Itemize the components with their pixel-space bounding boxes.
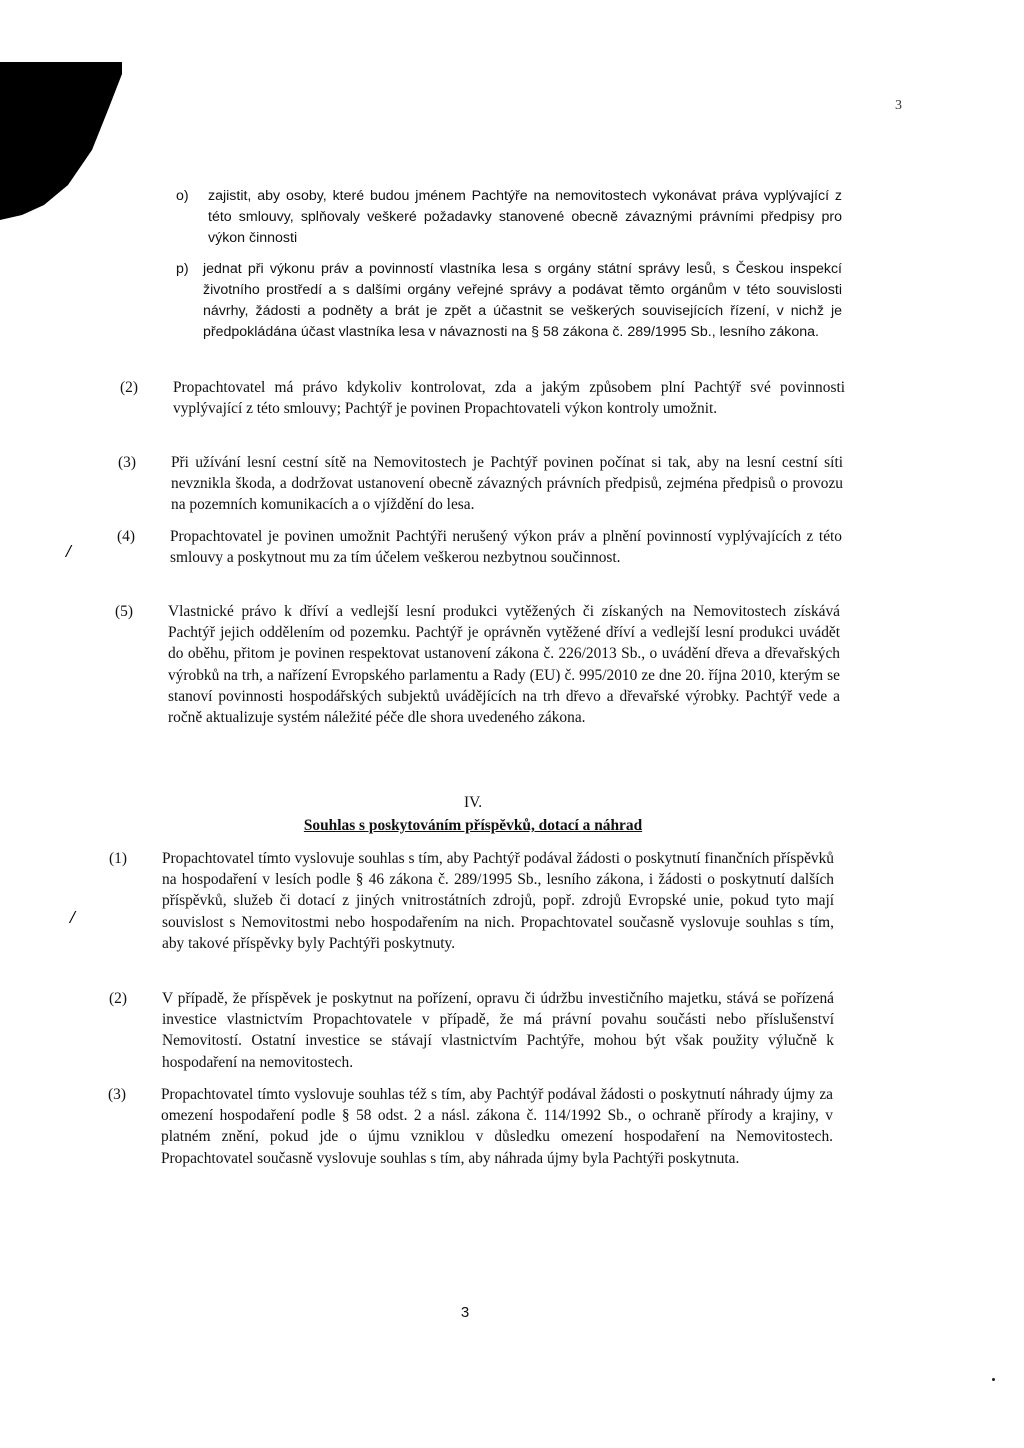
subpoint-text: zajistit, aby osoby, které budou jménem Pachtýře na nemovitostech vykonávat práva vyplývající z této smlouvy, splňovaly veškeré požadavky stanovené obecně závaznými právními předpisy pro výkon činnosti: [208, 188, 842, 246]
section-title: Souhlas s poskytováním příspěvků, dotací a náhrad: [303, 817, 643, 834]
paragraph-number: (2): [120, 379, 138, 396]
paragraph-text: Vlastnické právo k dříví a vedlejší lesní produkci vytěžených či získaných na Nemovitostech získává Pachtýř jejich oddělením od pozemku. Pachtýř je oprávněn vytěžené dříví a vedlejší lesní produkci uvádět do oběhu, přitom je povinen respektovat ustanovení zákona č. 226/2013 Sb., o uvádění dřeva a dřevařských výrobků na trh, a nařízení Evropského parlamentu a Rady (EU) č. 995/2010 ze dne 20. října 2010, kterým se stanoví povinnosti hospodářských subjektů uvádějících na trh dřevo a dřevařské výrobky. Pachtýř vede a ročně aktualizuje systém náležité péče dle shora uvedeného zákona.: [168, 603, 840, 727]
paragraph-number: (3): [118, 454, 136, 471]
margin-tick-mark: /: [70, 907, 76, 927]
section-iv-paragraph-3: [108, 1084, 833, 1169]
scan-edge-artifact: [0, 0, 130, 230]
paragraph-text: Propachtovatel má právo kdykoliv kontrolovat, zda a jakým způsobem plní Pachtýř své povinnosti vyplývající z této smlouvy; Pachtýř je povinen Propachtovateli výkon kontroly umožnit.: [173, 379, 845, 418]
paragraph-number: (4): [117, 528, 135, 545]
paragraph-number: (5): [115, 603, 133, 620]
corner-mark: 3: [895, 98, 902, 113]
subpoint-o: [176, 186, 842, 249]
subpoint-label: p): [176, 261, 189, 277]
paragraph-text: Propachtovatel je povinen umožnit Pachtýři nerušený výkon práv a plnění povinností vyplývajících z této smlouvy a poskytnout mu za tím účelem veškerou nezbytnou součinnost.: [170, 528, 842, 567]
paragraph-text: V případě, že příspěvek je poskytnut na pořízení, opravu či údržbu investičního majetku, stává se pořízená investice vlastnictvím Propachtovatele v případě, že má právní povahu součásti nebo příslušenství Nemovitostí. Ostatní investice se stávají vlastnictvím Pachtýře, mohou být však použity výlučně k hospodaření na nemovitostech.: [162, 990, 834, 1071]
scan-dot: [992, 1378, 995, 1381]
paragraph-2: [120, 377, 845, 419]
paragraph-5: [115, 601, 840, 728]
paragraph-3: [118, 452, 843, 516]
subpoint-label: o): [176, 188, 189, 204]
page-number: 3: [460, 1304, 470, 1321]
section-iv-paragraph-1: [109, 848, 834, 954]
paragraph-4: [117, 526, 842, 568]
section-number: IV.: [463, 794, 483, 811]
margin-tick-mark: /: [66, 541, 72, 561]
section-iv-paragraph-2: [109, 988, 834, 1073]
paragraph-number: (3): [108, 1086, 126, 1103]
subpoint-text: jednat při výkonu práv a povinností vlastníka lesa s orgány státní správy lesů, s Českou inspekcí životního prostředí a s dalšími orgány veřejné správy a podávat těmto orgánům v této souvislosti návrhy, žádosti a podněty a brát je zpět a účastnit se veškerých souvisejících řízení, v nichž je předpokládána účast vlastníka lesa v návaznosti na § 58 zákona č. 289/1995 Sb., lesního zákona.: [203, 261, 842, 340]
paragraph-text: Propachtovatel tímto vyslovuje souhlas též s tím, aby Pachtýř podával žádosti o poskytnutí náhrady újmy za omezení hospodaření podle § 58 odst. 2 a násl. zákona č. 114/1992 Sb., o ochraně přírody a krajiny, v platném znění, pokud jde o újmu vzniklou v důsledku omezení hospodaření na Nemovitostech. Propachtovatel současně vyslovuje souhlas s tím, aby náhrada újmy byla Pachtýři poskytnuta.: [161, 1086, 833, 1167]
paragraph-number: (2): [109, 990, 127, 1007]
subpoint-p: [176, 259, 842, 343]
paragraph-number: (1): [109, 850, 127, 867]
paragraph-text: Propachtovatel tímto vyslovuje souhlas s tím, aby Pachtýř podával žádosti o poskytnutí finančních příspěvků na hospodaření v lesích podle § 46 zákona č. 289/1995 Sb., lesního zákona, i žádosti o poskytnutí dalších příspěvků, služeb či dotací z jiných vnitrostátních zdrojů, popř. zdrojů Evropské unie, pokud tyto mají souvislost s Nemovitostmi nebo hospodařením na nich. Propachtovatel současně vyslovuje souhlas s tím, aby takové příspěvky byly Pachtýři poskytnuty.: [162, 850, 834, 952]
paragraph-text: Při užívání lesní cestní sítě na Nemovitostech je Pachtýř povinen počínat si tak, aby na lesní cestní síti nevznikla škoda, a dodržovat ustanovení obecně závazných právních předpisů, zejména předpisů o provozu na pozemních komunikacích a o vjíždění do lesa.: [171, 454, 843, 514]
